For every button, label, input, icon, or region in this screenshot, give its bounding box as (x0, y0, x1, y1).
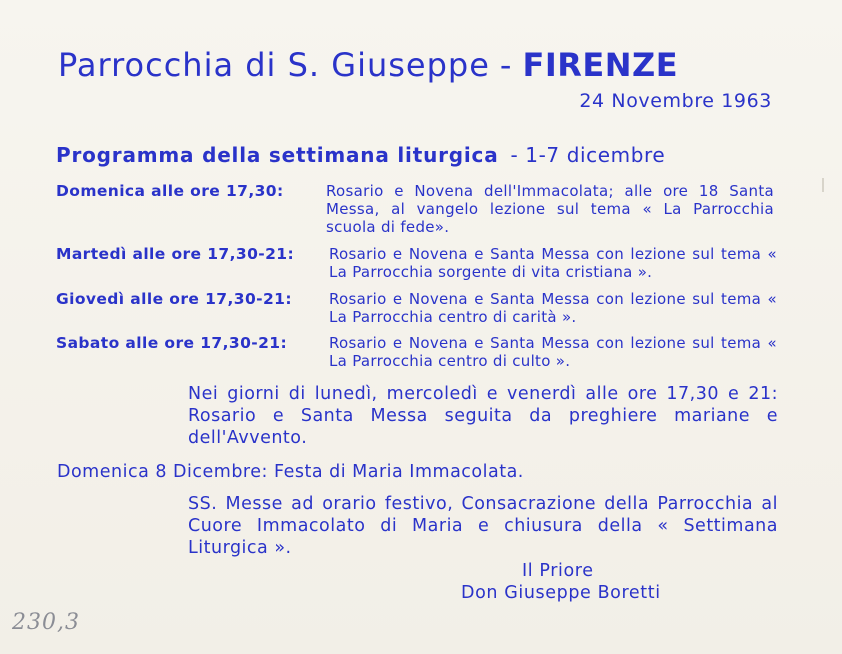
feast-details: SS. Messe ad orario festivo, Consacrazione della Parrocchia al Cuore Immacolato di Maria e chiusura della « Settimana Liturgica ». (188, 494, 778, 558)
parish-name: Parrocchia di S. Giuseppe (58, 46, 490, 84)
schedule-label: Martedì alle ore 17,30-21: (56, 245, 295, 263)
title-dash: - (499, 46, 513, 84)
page-title (58, 46, 678, 84)
edge-mark (822, 178, 824, 192)
schedule-label: Giovedì alle ore 17,30-21: (56, 290, 292, 308)
program-title: Programma della settimana liturgica (56, 143, 499, 167)
schedule-text: Rosario e Novena e Santa Messa con lezione sul tema « La Parrocchia centro di carità ». (329, 290, 777, 326)
notice-date: 24 Novembre 1963 (579, 90, 772, 112)
signature-role: Il Priore (522, 561, 594, 581)
program-range: - 1-7 dicembre (510, 143, 666, 167)
feast-title: Domenica 8 Dicembre: Festa di Maria Immacolata. (57, 462, 524, 482)
schedule-text: Rosario e Novena e Santa Messa con lezione sul tema « La Parrocchia sorgente di vita cristiana ». (329, 245, 777, 281)
schedule-text: Rosario e Novena e Santa Messa con lezione sul tema « La Parrocchia centro di culto ». (329, 334, 777, 370)
archive-number: 230,3 (12, 610, 80, 635)
weekdays-note: Nei giorni di lunedì, mercoledì e venerdì alle ore 17,30 e 21: Rosario e Santa Messa seguita da preghiere mariane e dell'Avvento. (188, 384, 778, 448)
schedule-text: Rosario e Novena dell'Immacolata; alle ore 18 Santa Messa, al vangelo lezione sul tema « La Parrocchia scuola di fede». (326, 182, 774, 236)
schedule-label: Sabato alle ore 17,30-21: (56, 334, 288, 352)
signature-name: Don Giuseppe Boretti (461, 583, 661, 603)
schedule-label: Domenica alle ore 17,30: (56, 182, 284, 200)
city-name: FIRENZE (522, 46, 679, 84)
program-heading (56, 143, 665, 167)
